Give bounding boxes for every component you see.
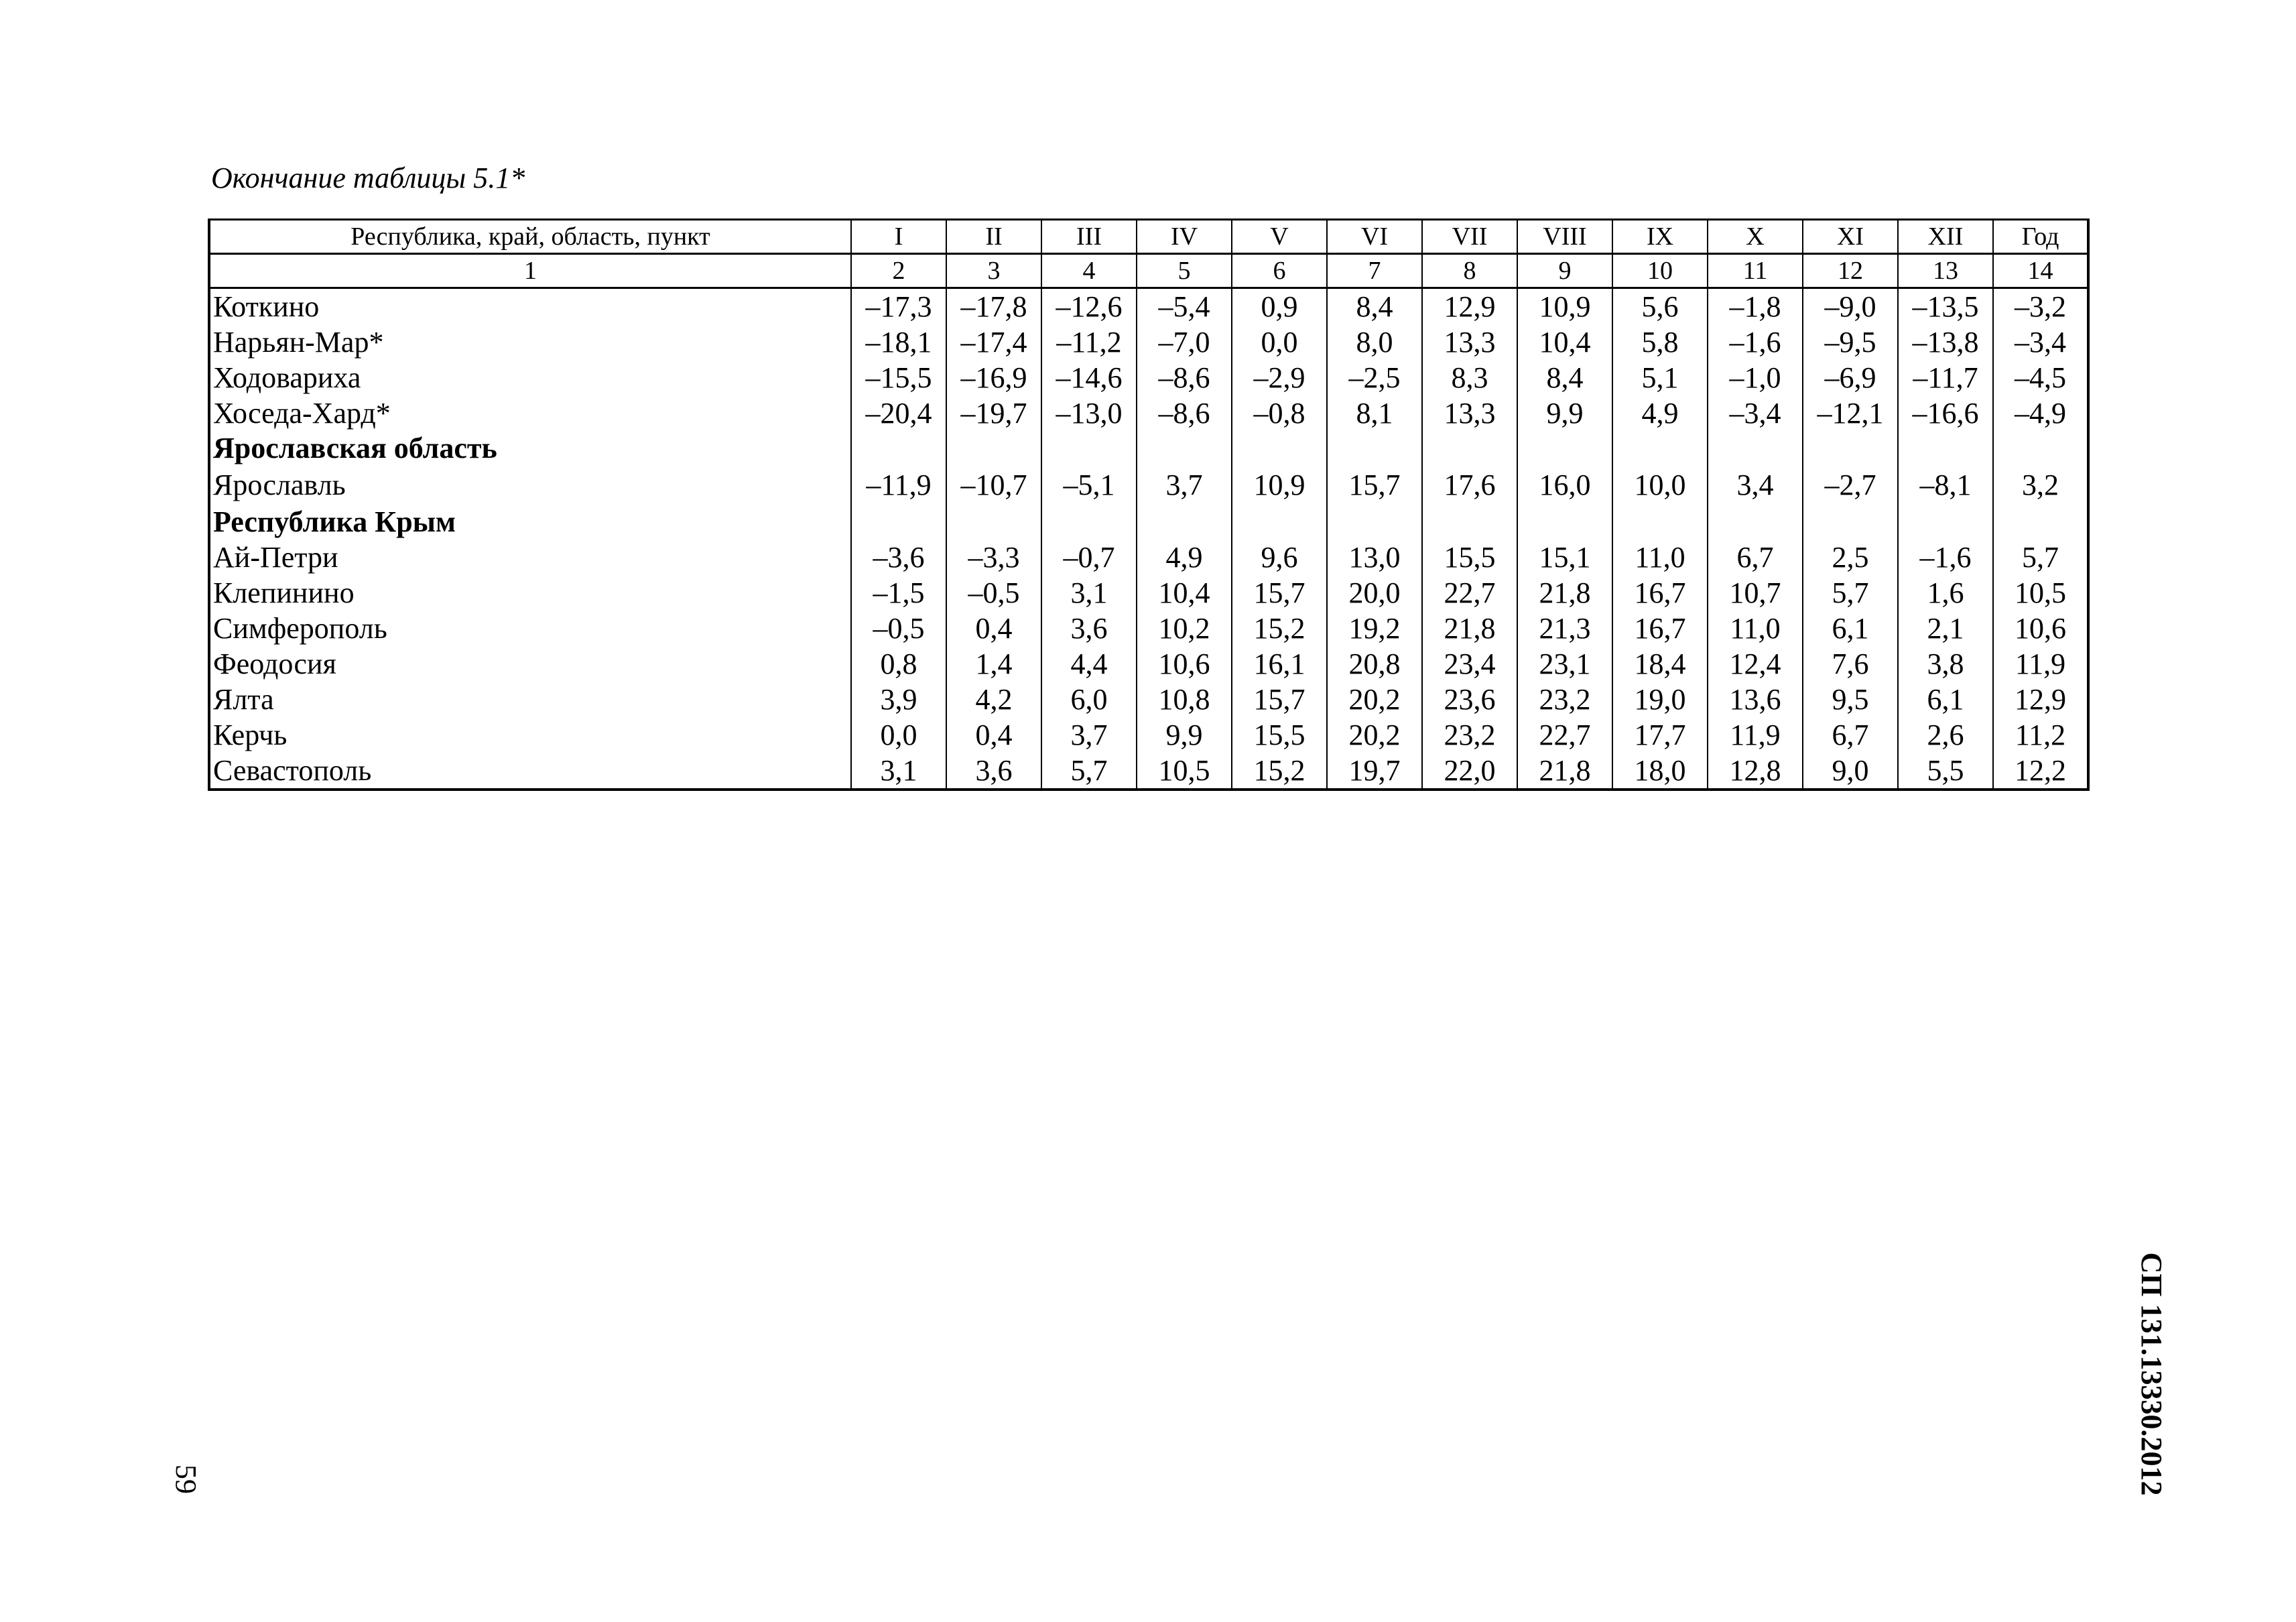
monthly-value-cell: 15,2	[1232, 611, 1327, 646]
monthly-value-cell: 22,7	[1422, 575, 1517, 611]
monthly-value-cell: –13,5	[1898, 288, 1993, 325]
monthly-value-cell: 10,5	[1137, 753, 1232, 790]
monthly-value-cell: 13,6	[1708, 682, 1803, 717]
monthly-value-cell	[1232, 505, 1327, 540]
table-caption: Окончание таблицы 5.1*	[211, 162, 525, 194]
column-number-cell: 8	[1422, 254, 1517, 288]
column-number-row	[209, 254, 2088, 288]
monthly-value-cell: 11,9	[1708, 717, 1803, 753]
monthly-value-cell: 0,9	[1232, 288, 1327, 325]
monthly-value-cell: –16,9	[946, 360, 1041, 395]
region-row	[209, 505, 2088, 540]
monthly-value-cell: –2,5	[1327, 360, 1422, 395]
location-name-cell: Ялта	[209, 682, 851, 717]
monthly-value-cell: 19,7	[1327, 753, 1422, 790]
monthly-value-cell: 4,9	[1612, 395, 1708, 431]
column-number-cell: 7	[1327, 254, 1422, 288]
column-number-cell: 1	[209, 254, 851, 288]
monthly-value-cell: 22,7	[1517, 717, 1612, 753]
monthly-value-cell: 15,1	[1517, 540, 1612, 575]
monthly-value-cell: –17,8	[946, 288, 1041, 325]
annual-value-cell: 11,9	[1993, 646, 2088, 682]
table-row	[209, 540, 2088, 575]
annual-value-cell: 3,2	[1993, 466, 2088, 505]
monthly-value-cell: 5,8	[1612, 324, 1708, 360]
monthly-value-cell: 11,0	[1612, 540, 1708, 575]
monthly-value-cell: 0,8	[851, 646, 946, 682]
monthly-value-cell: –1,5	[851, 575, 946, 611]
monthly-value-cell: 8,4	[1517, 360, 1612, 395]
monthly-value-cell: 10,2	[1137, 611, 1232, 646]
monthly-value-cell: 7,6	[1803, 646, 1898, 682]
monthly-value-cell: –1,6	[1708, 324, 1803, 360]
monthly-value-cell	[1137, 505, 1232, 540]
monthly-value-cell: –6,9	[1803, 360, 1898, 395]
monthly-value-cell: 12,9	[1422, 288, 1517, 325]
monthly-value-cell: –12,6	[1041, 288, 1137, 325]
monthly-value-cell: –11,7	[1898, 360, 1993, 395]
monthly-value-cell: –20,4	[851, 395, 946, 431]
header-cell-year: Год	[1993, 220, 2088, 254]
monthly-value-cell	[1327, 431, 1422, 466]
monthly-value-cell: 20,2	[1327, 682, 1422, 717]
location-name-cell: Клепинино	[209, 575, 851, 611]
monthly-value-cell: –19,7	[946, 395, 1041, 431]
monthly-value-cell: 9,0	[1803, 753, 1898, 790]
monthly-value-cell: 3,6	[1041, 611, 1137, 646]
column-number-cell: 11	[1708, 254, 1803, 288]
column-number-cell: 14	[1993, 254, 2088, 288]
monthly-value-cell: 6,7	[1708, 540, 1803, 575]
monthly-value-cell: –3,4	[1708, 395, 1803, 431]
monthly-value-cell: 5,7	[1803, 575, 1898, 611]
annual-value-cell: 12,2	[1993, 753, 2088, 790]
monthly-value-cell: 13,3	[1422, 324, 1517, 360]
monthly-value-cell: 21,3	[1517, 611, 1612, 646]
monthly-value-cell: 3,9	[851, 682, 946, 717]
column-number-cell: 5	[1137, 254, 1232, 288]
monthly-value-cell: 21,8	[1517, 575, 1612, 611]
monthly-value-cell: –2,9	[1232, 360, 1327, 395]
monthly-value-cell: –0,5	[851, 611, 946, 646]
monthly-value-cell: 9,5	[1803, 682, 1898, 717]
monthly-value-cell: 1,4	[946, 646, 1041, 682]
annual-value-cell: 10,6	[1993, 611, 2088, 646]
table-row	[209, 395, 2088, 431]
monthly-value-cell: 23,1	[1517, 646, 1612, 682]
header-cell-month: VIII	[1517, 220, 1612, 254]
monthly-value-cell: 10,4	[1137, 575, 1232, 611]
monthly-value-cell: 8,1	[1327, 395, 1422, 431]
monthly-value-cell: 12,8	[1708, 753, 1803, 790]
annual-value-cell: –4,9	[1993, 395, 2088, 431]
column-number-cell: 2	[851, 254, 946, 288]
monthly-value-cell: 21,8	[1422, 611, 1517, 646]
table-row	[209, 288, 2088, 325]
annual-value-cell	[1993, 431, 2088, 466]
monthly-value-cell: 1,6	[1898, 575, 1993, 611]
column-number-cell: 9	[1517, 254, 1612, 288]
monthly-value-cell: 9,9	[1517, 395, 1612, 431]
annual-value-cell: 10,5	[1993, 575, 2088, 611]
monthly-value-cell: 5,5	[1898, 753, 1993, 790]
location-name-cell: Коткино	[209, 288, 851, 325]
monthly-value-cell: 16,0	[1517, 466, 1612, 505]
monthly-value-cell: 4,4	[1041, 646, 1137, 682]
header-cell-month: III	[1041, 220, 1137, 254]
monthly-value-cell: 23,2	[1422, 717, 1517, 753]
region-name-cell: Республика Крым	[209, 505, 851, 540]
monthly-value-cell: 10,4	[1517, 324, 1612, 360]
monthly-value-cell: 8,3	[1422, 360, 1517, 395]
monthly-value-cell: 9,6	[1232, 540, 1327, 575]
column-number-cell: 13	[1898, 254, 1993, 288]
annual-value-cell: 11,2	[1993, 717, 2088, 753]
monthly-value-cell	[946, 505, 1041, 540]
monthly-value-cell: –17,4	[946, 324, 1041, 360]
annual-value-cell	[1993, 505, 2088, 540]
monthly-value-cell: 20,2	[1327, 717, 1422, 753]
monthly-value-cell: 5,1	[1612, 360, 1708, 395]
column-number-cell: 6	[1232, 254, 1327, 288]
monthly-value-cell: –8,6	[1137, 360, 1232, 395]
header-cell-month: X	[1708, 220, 1803, 254]
monthly-value-cell	[1517, 431, 1612, 466]
location-name-cell: Феодосия	[209, 646, 851, 682]
monthly-value-cell: 19,0	[1612, 682, 1708, 717]
table-row	[209, 575, 2088, 611]
header-cell-month: XII	[1898, 220, 1993, 254]
monthly-value-cell: 12,4	[1708, 646, 1803, 682]
monthly-value-cell: –18,1	[851, 324, 946, 360]
monthly-value-cell: –13,0	[1041, 395, 1137, 431]
monthly-value-cell: –5,1	[1041, 466, 1137, 505]
header-cell-location: Республика, край, область, пункт	[209, 220, 851, 254]
annual-value-cell: –3,4	[1993, 324, 2088, 360]
monthly-value-cell	[1041, 505, 1137, 540]
monthly-value-cell: –0,7	[1041, 540, 1137, 575]
monthly-value-cell	[1327, 505, 1422, 540]
monthly-value-cell: 5,6	[1612, 288, 1708, 325]
location-name-cell: Ярославль	[209, 466, 851, 505]
monthly-value-cell: –3,6	[851, 540, 946, 575]
monthly-value-cell: 4,9	[1137, 540, 1232, 575]
monthly-value-cell: –13,8	[1898, 324, 1993, 360]
header-cell-month: IV	[1137, 220, 1232, 254]
monthly-value-cell: 20,8	[1327, 646, 1422, 682]
monthly-value-cell	[1612, 431, 1708, 466]
monthly-value-cell: 3,4	[1708, 466, 1803, 505]
annual-value-cell: 5,7	[1993, 540, 2088, 575]
monthly-value-cell: 3,7	[1137, 466, 1232, 505]
monthly-value-cell: –0,8	[1232, 395, 1327, 431]
monthly-value-cell: 11,0	[1708, 611, 1803, 646]
monthly-value-cell: 15,7	[1327, 466, 1422, 505]
monthly-value-cell: 6,1	[1803, 611, 1898, 646]
region-row	[209, 431, 2088, 466]
monthly-value-cell: 15,5	[1232, 717, 1327, 753]
monthly-value-cell	[1612, 505, 1708, 540]
table-row	[209, 466, 2088, 505]
climate-table	[208, 219, 2090, 791]
table-row	[209, 717, 2088, 753]
monthly-value-cell	[851, 505, 946, 540]
monthly-value-cell	[1232, 431, 1327, 466]
monthly-value-cell: 23,4	[1422, 646, 1517, 682]
monthly-value-cell: 16,7	[1612, 611, 1708, 646]
monthly-value-cell: –17,3	[851, 288, 946, 325]
region-name-cell: Ярославская область	[209, 431, 851, 466]
page-number: 59	[170, 1464, 202, 1494]
monthly-value-cell: 10,9	[1517, 288, 1612, 325]
location-name-cell: Керчь	[209, 717, 851, 753]
monthly-value-cell	[1803, 431, 1898, 466]
column-number-cell: 4	[1041, 254, 1137, 288]
monthly-value-cell: 17,7	[1612, 717, 1708, 753]
monthly-value-cell	[1137, 431, 1232, 466]
monthly-value-cell: 15,5	[1422, 540, 1517, 575]
monthly-value-cell: 6,1	[1898, 682, 1993, 717]
monthly-value-cell: –15,5	[851, 360, 946, 395]
column-number-cell: 3	[946, 254, 1041, 288]
header-cell-month: I	[851, 220, 946, 254]
monthly-value-cell: –12,1	[1803, 395, 1898, 431]
monthly-value-cell: 3,1	[851, 753, 946, 790]
monthly-value-cell: 3,8	[1898, 646, 1993, 682]
monthly-value-cell: 13,0	[1327, 540, 1422, 575]
location-name-cell: Нарьян-Мар*	[209, 324, 851, 360]
column-number-cell: 12	[1803, 254, 1898, 288]
monthly-value-cell: –1,0	[1708, 360, 1803, 395]
monthly-value-cell: 2,1	[1898, 611, 1993, 646]
monthly-value-cell: –8,6	[1137, 395, 1232, 431]
annual-value-cell: 12,9	[1993, 682, 2088, 717]
monthly-value-cell: –7,0	[1137, 324, 1232, 360]
monthly-value-cell: –3,3	[946, 540, 1041, 575]
monthly-value-cell	[1898, 431, 1993, 466]
location-name-cell: Хоседа-Хард*	[209, 395, 851, 431]
monthly-value-cell: 10,9	[1232, 466, 1327, 505]
monthly-value-cell	[1803, 505, 1898, 540]
monthly-value-cell: 8,4	[1327, 288, 1422, 325]
table-row	[209, 324, 2088, 360]
monthly-value-cell: 20,0	[1327, 575, 1422, 611]
monthly-value-cell: 23,6	[1422, 682, 1517, 717]
monthly-value-cell: 0,0	[851, 717, 946, 753]
monthly-value-cell: 15,7	[1232, 575, 1327, 611]
monthly-value-cell	[1708, 505, 1803, 540]
location-name-cell: Симферополь	[209, 611, 851, 646]
monthly-value-cell: 16,1	[1232, 646, 1327, 682]
monthly-value-cell: 18,0	[1612, 753, 1708, 790]
location-name-cell: Ай-Петри	[209, 540, 851, 575]
monthly-value-cell: –8,1	[1898, 466, 1993, 505]
table-row	[209, 646, 2088, 682]
monthly-value-cell: 2,5	[1803, 540, 1898, 575]
monthly-value-cell: –16,6	[1898, 395, 1993, 431]
table-row	[209, 360, 2088, 395]
header-cell-month: V	[1232, 220, 1327, 254]
annual-value-cell: –3,2	[1993, 288, 2088, 325]
monthly-value-cell: 9,9	[1137, 717, 1232, 753]
monthly-value-cell: 15,2	[1232, 753, 1327, 790]
monthly-value-cell: 3,7	[1041, 717, 1137, 753]
monthly-value-cell: 8,0	[1327, 324, 1422, 360]
monthly-value-cell: –11,2	[1041, 324, 1137, 360]
table-row	[209, 682, 2088, 717]
monthly-value-cell: –11,9	[851, 466, 946, 505]
monthly-value-cell: 5,7	[1041, 753, 1137, 790]
monthly-value-cell: 23,2	[1517, 682, 1612, 717]
monthly-value-cell: –10,7	[946, 466, 1041, 505]
monthly-value-cell: 6,7	[1803, 717, 1898, 753]
monthly-value-cell	[946, 431, 1041, 466]
monthly-value-cell: 2,6	[1898, 717, 1993, 753]
monthly-value-cell	[851, 431, 946, 466]
monthly-value-cell: 22,0	[1422, 753, 1517, 790]
table-row	[209, 753, 2088, 790]
monthly-value-cell: –1,8	[1708, 288, 1803, 325]
monthly-value-cell: 16,7	[1612, 575, 1708, 611]
monthly-value-cell	[1041, 431, 1137, 466]
monthly-value-cell: –0,5	[946, 575, 1041, 611]
monthly-value-cell: 0,4	[946, 717, 1041, 753]
monthly-value-cell	[1898, 505, 1993, 540]
monthly-value-cell: 18,4	[1612, 646, 1708, 682]
monthly-value-cell	[1517, 505, 1612, 540]
header-cell-month: IX	[1612, 220, 1708, 254]
monthly-value-cell: –9,0	[1803, 288, 1898, 325]
monthly-value-cell: 19,2	[1327, 611, 1422, 646]
monthly-value-cell: 10,6	[1137, 646, 1232, 682]
table-row	[209, 611, 2088, 646]
location-name-cell: Севастополь	[209, 753, 851, 790]
monthly-value-cell: 15,7	[1232, 682, 1327, 717]
monthly-value-cell: 3,6	[946, 753, 1041, 790]
monthly-value-cell: 21,8	[1517, 753, 1612, 790]
monthly-value-cell: 0,4	[946, 611, 1041, 646]
table-header-row	[209, 220, 2088, 254]
monthly-value-cell: 10,7	[1708, 575, 1803, 611]
monthly-value-cell: –2,7	[1803, 466, 1898, 505]
monthly-value-cell: –9,5	[1803, 324, 1898, 360]
header-cell-month: VII	[1422, 220, 1517, 254]
monthly-value-cell: –5,4	[1137, 288, 1232, 325]
monthly-value-cell: 13,3	[1422, 395, 1517, 431]
header-cell-month: XI	[1803, 220, 1898, 254]
document-code: СП 131.13330.2012	[2135, 1252, 2168, 1496]
monthly-value-cell: –1,6	[1898, 540, 1993, 575]
annual-value-cell: –4,5	[1993, 360, 2088, 395]
monthly-value-cell: 4,2	[946, 682, 1041, 717]
location-name-cell: Ходовариха	[209, 360, 851, 395]
monthly-value-cell	[1708, 431, 1803, 466]
monthly-value-cell: –14,6	[1041, 360, 1137, 395]
header-cell-month: II	[946, 220, 1041, 254]
monthly-value-cell	[1422, 505, 1517, 540]
monthly-value-cell	[1422, 431, 1517, 466]
monthly-value-cell: 10,8	[1137, 682, 1232, 717]
monthly-value-cell: 17,6	[1422, 466, 1517, 505]
monthly-value-cell: 3,1	[1041, 575, 1137, 611]
column-number-cell: 10	[1612, 254, 1708, 288]
monthly-value-cell: 10,0	[1612, 466, 1708, 505]
monthly-value-cell: 0,0	[1232, 324, 1327, 360]
monthly-value-cell: 6,0	[1041, 682, 1137, 717]
header-cell-month: VI	[1327, 220, 1422, 254]
